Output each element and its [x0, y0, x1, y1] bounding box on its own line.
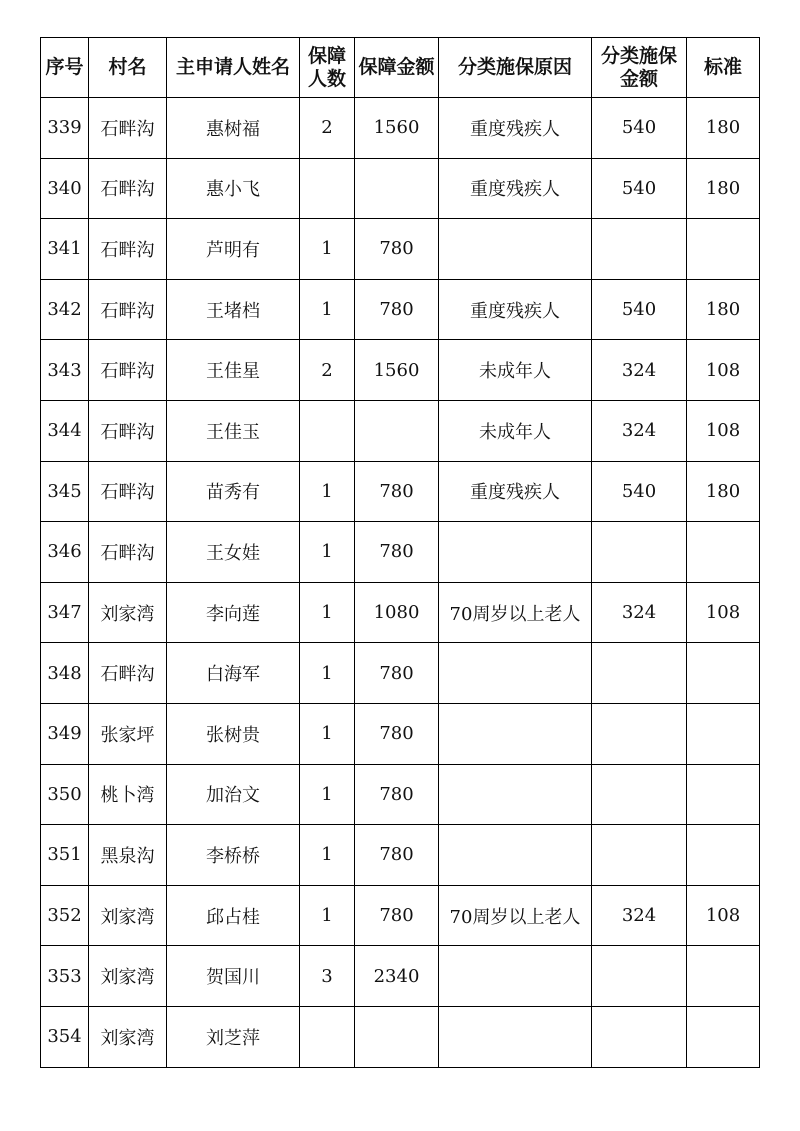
cell-standard [687, 764, 760, 825]
cell-id: 346 [41, 522, 89, 583]
cell-village: 张家坪 [89, 703, 167, 764]
table-row [41, 340, 760, 401]
header-applicant: 主申请人姓名 [167, 38, 300, 98]
cell-amount: 780 [355, 643, 439, 704]
cell-class-amount: 324 [592, 340, 687, 401]
cell-reason: 未成年人 [439, 400, 592, 461]
cell-standard [687, 825, 760, 886]
cell-class-amount: 324 [592, 400, 687, 461]
cell-village: 刘家湾 [89, 1006, 167, 1067]
cell-standard [687, 703, 760, 764]
table-row [41, 98, 760, 159]
cell-class-amount [592, 825, 687, 886]
cell-standard: 108 [687, 582, 760, 643]
cell-village: 石畔沟 [89, 400, 167, 461]
table-row [41, 885, 760, 946]
cell-id: 348 [41, 643, 89, 704]
table-row [41, 643, 760, 704]
cell-standard: 180 [687, 279, 760, 340]
cell-amount: 780 [355, 279, 439, 340]
cell-standard [687, 1006, 760, 1067]
header-persons: 保障人数 [300, 38, 355, 98]
cell-reason: 重度残疾人 [439, 158, 592, 219]
cell-standard [687, 219, 760, 280]
cell-persons: 1 [300, 764, 355, 825]
cell-class-amount: 540 [592, 461, 687, 522]
cell-reason: 重度残疾人 [439, 461, 592, 522]
cell-class-amount [592, 522, 687, 583]
table-row [41, 703, 760, 764]
cell-reason: 70周岁以上老人 [439, 885, 592, 946]
cell-applicant: 王佳玉 [167, 400, 300, 461]
cell-class-amount [592, 643, 687, 704]
table-row [41, 582, 760, 643]
cell-class-amount: 540 [592, 98, 687, 159]
cell-reason [439, 1006, 592, 1067]
cell-amount: 1080 [355, 582, 439, 643]
cell-class-amount [592, 946, 687, 1007]
cell-id: 345 [41, 461, 89, 522]
cell-persons: 1 [300, 825, 355, 886]
cell-id: 352 [41, 885, 89, 946]
cell-id: 340 [41, 158, 89, 219]
cell-village: 桃卜湾 [89, 764, 167, 825]
table-row [41, 1006, 760, 1067]
cell-village: 石畔沟 [89, 461, 167, 522]
cell-standard: 180 [687, 98, 760, 159]
header-village: 村名 [89, 38, 167, 98]
cell-persons: 2 [300, 340, 355, 401]
cell-applicant: 王佳星 [167, 340, 300, 401]
cell-persons: 1 [300, 522, 355, 583]
header-standard: 标准 [687, 38, 760, 98]
header-amount: 保障金额 [355, 38, 439, 98]
cell-id: 339 [41, 98, 89, 159]
cell-village: 石畔沟 [89, 279, 167, 340]
cell-amount: 780 [355, 825, 439, 886]
cell-id: 350 [41, 764, 89, 825]
table-row [41, 219, 760, 280]
cell-amount [355, 400, 439, 461]
cell-id: 354 [41, 1006, 89, 1067]
cell-id: 341 [41, 219, 89, 280]
cell-class-amount [592, 703, 687, 764]
cell-persons: 1 [300, 582, 355, 643]
cell-applicant: 惠树福 [167, 98, 300, 159]
cell-applicant: 王堵档 [167, 279, 300, 340]
cell-reason [439, 522, 592, 583]
cell-persons [300, 158, 355, 219]
cell-persons: 2 [300, 98, 355, 159]
cell-reason: 未成年人 [439, 340, 592, 401]
cell-persons: 1 [300, 279, 355, 340]
cell-applicant: 张树贵 [167, 703, 300, 764]
cell-persons: 1 [300, 643, 355, 704]
table-row [41, 461, 760, 522]
cell-reason [439, 703, 592, 764]
cell-reason [439, 219, 592, 280]
cell-amount [355, 1006, 439, 1067]
cell-standard: 180 [687, 158, 760, 219]
cell-standard: 108 [687, 400, 760, 461]
cell-class-amount: 324 [592, 582, 687, 643]
table-row [41, 279, 760, 340]
cell-reason [439, 764, 592, 825]
cell-village: 刘家湾 [89, 885, 167, 946]
cell-class-amount: 324 [592, 885, 687, 946]
cell-standard: 180 [687, 461, 760, 522]
cell-applicant: 白海军 [167, 643, 300, 704]
cell-applicant: 李桥桥 [167, 825, 300, 886]
cell-class-amount: 540 [592, 158, 687, 219]
cell-persons: 1 [300, 461, 355, 522]
header-reason: 分类施保原因 [439, 38, 592, 98]
table-row [41, 946, 760, 1007]
cell-applicant: 李向莲 [167, 582, 300, 643]
cell-id: 344 [41, 400, 89, 461]
header-row [41, 38, 760, 98]
cell-applicant: 惠小飞 [167, 158, 300, 219]
cell-id: 351 [41, 825, 89, 886]
cell-village: 石畔沟 [89, 98, 167, 159]
table-header [41, 38, 760, 98]
table-row [41, 522, 760, 583]
cell-persons: 1 [300, 703, 355, 764]
cell-applicant: 王女娃 [167, 522, 300, 583]
cell-applicant: 刘芝萍 [167, 1006, 300, 1067]
table-row [41, 158, 760, 219]
cell-persons: 3 [300, 946, 355, 1007]
cell-reason: 重度残疾人 [439, 279, 592, 340]
cell-id: 342 [41, 279, 89, 340]
cell-class-amount [592, 219, 687, 280]
cell-persons: 1 [300, 219, 355, 280]
cell-amount: 780 [355, 764, 439, 825]
cell-amount [355, 158, 439, 219]
cell-reason [439, 643, 592, 704]
header-id: 序号 [41, 38, 89, 98]
table-row [41, 400, 760, 461]
cell-village: 石畔沟 [89, 219, 167, 280]
cell-standard [687, 643, 760, 704]
cell-class-amount [592, 1006, 687, 1067]
cell-persons [300, 400, 355, 461]
cell-amount: 2340 [355, 946, 439, 1007]
table-row [41, 764, 760, 825]
cell-persons: 1 [300, 885, 355, 946]
cell-class-amount [592, 764, 687, 825]
cell-village: 黑泉沟 [89, 825, 167, 886]
header-class-amount: 分类施保金额 [592, 38, 687, 98]
cell-standard [687, 522, 760, 583]
cell-village: 刘家湾 [89, 946, 167, 1007]
cell-id: 353 [41, 946, 89, 1007]
cell-applicant: 邱占桂 [167, 885, 300, 946]
cell-applicant: 苗秀有 [167, 461, 300, 522]
cell-village: 刘家湾 [89, 582, 167, 643]
cell-village: 石畔沟 [89, 522, 167, 583]
cell-amount: 780 [355, 703, 439, 764]
cell-reason [439, 825, 592, 886]
cell-id: 347 [41, 582, 89, 643]
assistance-roster-table [40, 37, 760, 1068]
cell-reason: 70周岁以上老人 [439, 582, 592, 643]
cell-persons [300, 1006, 355, 1067]
cell-village: 石畔沟 [89, 158, 167, 219]
cell-id: 343 [41, 340, 89, 401]
cell-village: 石畔沟 [89, 643, 167, 704]
cell-amount: 1560 [355, 340, 439, 401]
cell-applicant: 加治文 [167, 764, 300, 825]
table-row [41, 825, 760, 886]
table-body [41, 98, 760, 1068]
cell-standard: 108 [687, 885, 760, 946]
cell-reason [439, 946, 592, 1007]
cell-reason: 重度残疾人 [439, 98, 592, 159]
cell-amount: 1560 [355, 98, 439, 159]
cell-class-amount: 540 [592, 279, 687, 340]
cell-standard: 108 [687, 340, 760, 401]
cell-amount: 780 [355, 461, 439, 522]
cell-standard [687, 946, 760, 1007]
cell-applicant: 贺国川 [167, 946, 300, 1007]
cell-applicant: 芦明有 [167, 219, 300, 280]
cell-amount: 780 [355, 885, 439, 946]
cell-amount: 780 [355, 219, 439, 280]
cell-village: 石畔沟 [89, 340, 167, 401]
cell-id: 349 [41, 703, 89, 764]
cell-amount: 780 [355, 522, 439, 583]
